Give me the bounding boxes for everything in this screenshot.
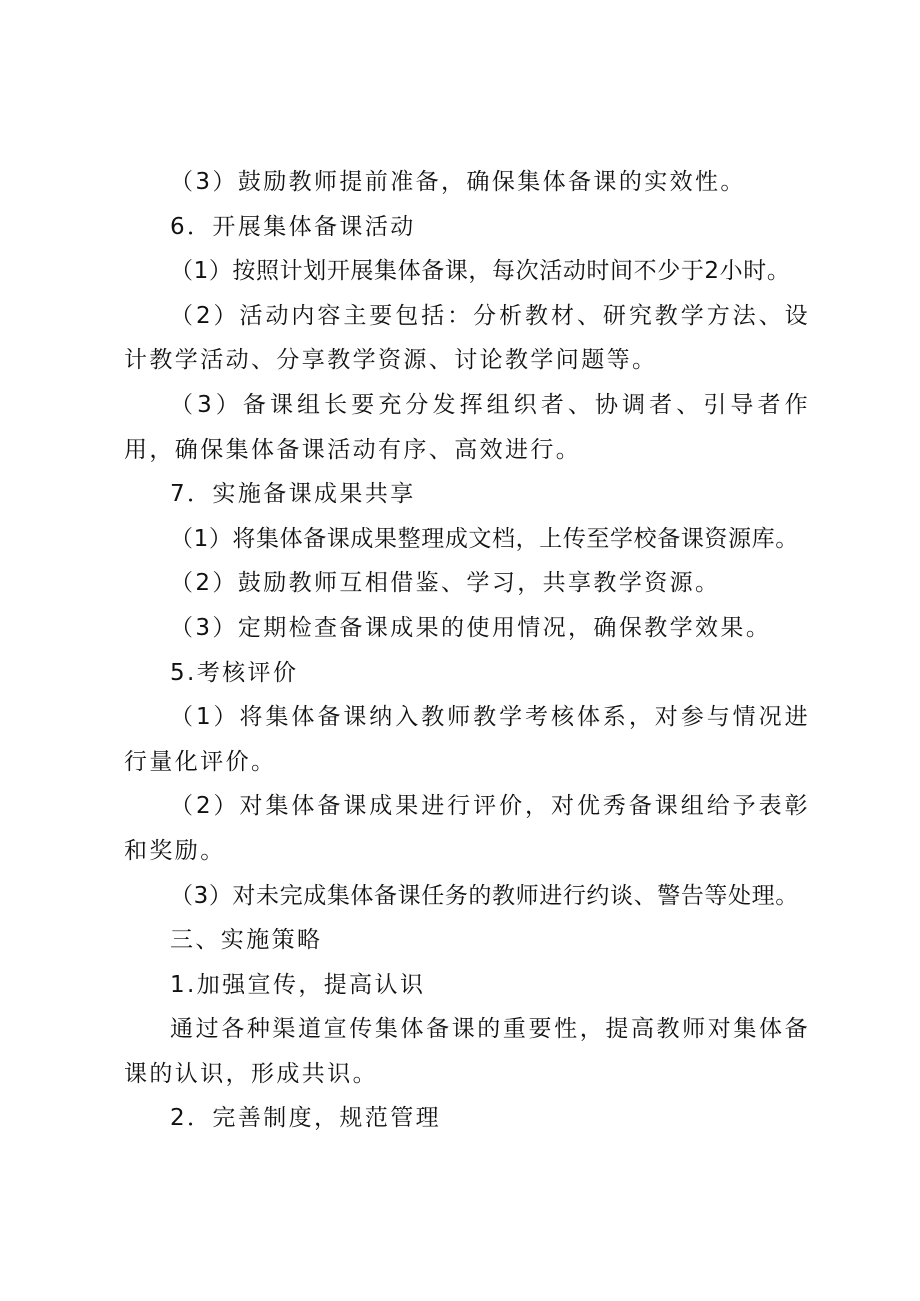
paragraph-item-3: （3）鼓励教师提前准备，确保集体备课的实效性。 bbox=[170, 169, 746, 195]
paragraph-item-2: （2）鼓励教师互相借鉴、学习，共享教学资源。 bbox=[170, 570, 721, 597]
paragraph-item-1: （1）按照计划开展集体备课，每次活动时间不少于2小时。 bbox=[170, 258, 791, 285]
section-heading-7: 7．实施备课成果共享 bbox=[170, 481, 416, 508]
paragraph-item-3: （3）对未完成集体备课任务的教师进行约谈、警告等处理。 bbox=[170, 882, 799, 909]
paragraph-item-2: （2）活动内容主要包括：分析教材、研究教学方法、设计教学活动、分享教学资源、讨论教学问题等。 bbox=[124, 302, 810, 374]
paragraph-item-1: （1）将集体备课成果整理成文档，上传至学校备课资源库。 bbox=[170, 525, 799, 552]
strategy-paragraph-1: 通过各种渠道宣传集体备课的重要性，提高教师对集体备课的认识，形成共识。 bbox=[124, 1016, 810, 1087]
paragraph-item-3: （3）定期检查备课成果的使用情况，确保教学效果。 bbox=[170, 614, 772, 641]
section-heading-5: 5.考核评价 bbox=[170, 659, 299, 686]
strategy-heading-2: 2．完善制度，规范管理 bbox=[170, 1105, 442, 1132]
strategy-heading-1: 1.加强宣传，提高认识 bbox=[170, 971, 426, 998]
chapter-heading-3: 三、实施策略 bbox=[170, 927, 323, 954]
document-body bbox=[124, 160, 810, 1141]
section-heading-6: 6．开展集体备课活动 bbox=[170, 213, 416, 240]
paragraph-item-2: （2）对集体备课成果进行评价，对优秀备课组给予表彰和奖励。 bbox=[124, 793, 810, 864]
paragraph-item-1: （1）将集体备课纳入教师教学考核体系，对参与情况进行量化评价。 bbox=[124, 704, 810, 775]
paragraph-item-3: （3）备课组长要充分发挥组织者、协调者、引导者作用，确保集体备课活动有序、高效进行。 bbox=[124, 391, 810, 463]
